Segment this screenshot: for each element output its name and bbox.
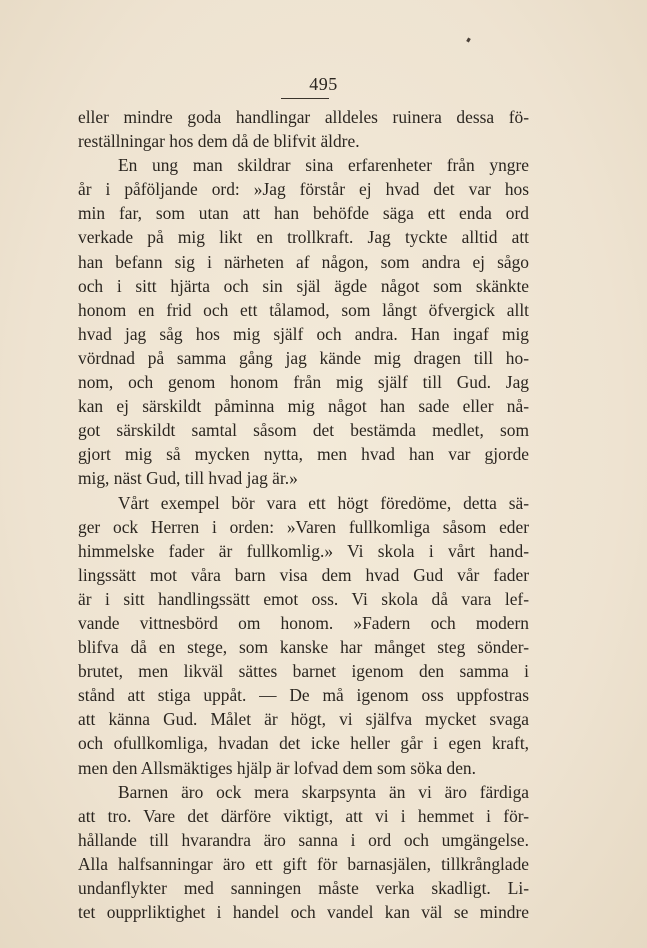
text-line: att tro. Vare det därföre viktigt, att vi i hemmet i för- <box>78 805 529 826</box>
text-line: eller mindre goda handlingar alldeles ruinera dessa fö- <box>78 107 529 127</box>
text-line: stånd att stiga uppåt. — De må igenom oss uppfostras <box>78 685 529 706</box>
text-line: min far, som utan att han behöfde säga ett enda ord <box>78 203 529 224</box>
text-line: att känna Gud. Målet är högt, vi själfva mycket svaga <box>78 709 529 730</box>
text-line: men den Allsmäktiges hjälp är lofvad dem som söka den. <box>78 757 476 778</box>
text-line: ger ock Herren i orden: »Varen fullkomliga såsom eder <box>78 516 529 537</box>
text-line: blifva då en stege, som kanske har månget steg sönder- <box>78 637 529 658</box>
text-line: nom, och genom honom från mig själf till Gud. Jag <box>78 372 529 393</box>
text-line: brutet, men likväl sättes barnet igenom den samma i <box>78 661 529 682</box>
text-line: och i sitt hjärta och sin själ ägde något som skänkte <box>78 275 529 296</box>
text-line: got särskildt samtal såsom det bestämda medlet, som <box>78 420 529 441</box>
ink-speck <box>466 38 471 43</box>
body-text <box>78 105 529 924</box>
text-line: hvad jag såg hos mig själf och andra. Han ingaf mig <box>78 323 529 344</box>
text-line: En ung man skildrar sina erfarenheter från yngre <box>118 155 529 176</box>
text-line: Alla halfsanningar äro ett gift för barnasjälen, tillkrånglade <box>78 853 529 874</box>
text-line: Barnen äro ock mera skarpsynta än vi äro färdiga <box>118 781 529 802</box>
text-line: år i påföljande ord: »Jag förstår ej hvad det var hos <box>78 179 529 200</box>
text-line: reställningar hos dem då de blifvit äldre. <box>78 131 360 152</box>
text-line: mig, näst Gud, till hvad jag är.» <box>78 468 298 489</box>
page-number-rule <box>281 98 329 99</box>
page-number: 495 <box>309 74 338 94</box>
text-line: kan ej särskildt påminna mig något han sade eller nå- <box>78 396 529 417</box>
text-line: himmelske fader är fullkomlig.» Vi skola i vårt hand- <box>78 540 529 561</box>
text-line: verkade på mig likt en trollkraft. Jag tyckte alltid att <box>78 227 529 248</box>
text-line: lingssätt mot våra barn visa dem hvad Gud vår fader <box>78 564 529 585</box>
text-line: vande vittnesbörd om honom. »Fadern och modern <box>78 612 529 633</box>
text-line: vördnad på samma gång jag kände mig dragen till ho- <box>78 347 529 368</box>
text-line: hållande till hvarandra äro sanna i ord och umgängelse. <box>78 829 529 850</box>
text-line: och ofullkomliga, hvadan det icke heller går i egen kraft, <box>78 733 529 754</box>
text-line: är i sitt handlingssätt emot oss. Vi skola då vara lef- <box>78 588 529 609</box>
text-line: han befann sig i närheten af någon, som andra ej sågo <box>78 251 529 272</box>
text-line: honom en frid och ett tålamod, som långt öfvergick allt <box>78 299 529 320</box>
text-line: Vårt exempel bör vara ett högt föredöme, detta sä- <box>118 492 529 513</box>
text-line: gjort mig så mycken nytta, men hvad han var gjorde <box>78 444 529 465</box>
text-line: tet oupprliktighet i handel och vandel kan väl se mindre <box>78 902 529 923</box>
text-line: undanflykter med sanningen måste verka skadligt. Li- <box>78 878 529 898</box>
